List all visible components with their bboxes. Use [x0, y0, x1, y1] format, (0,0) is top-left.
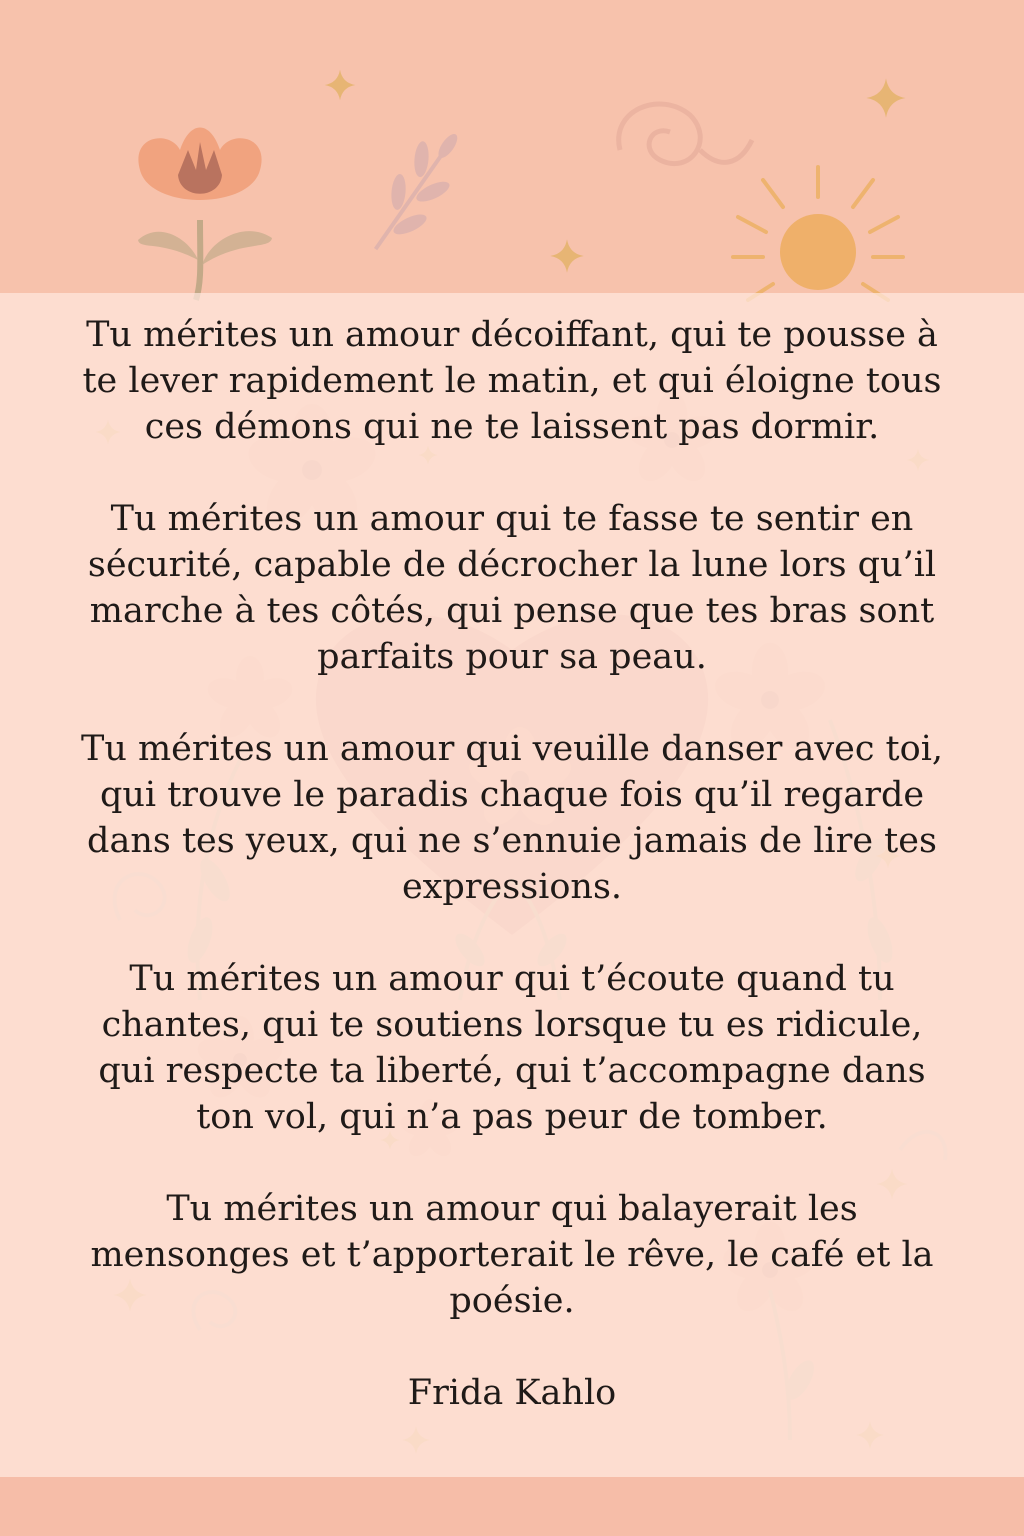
poem-line: parfaits pour sa peau.	[317, 637, 707, 677]
poem-line: qui trouve le paradis chaque fois qu’il regarde	[99, 775, 925, 815]
poem-line: mensonges et t’apporterait le rêve, le café et la	[90, 1235, 934, 1275]
flower-icon	[138, 128, 272, 301]
stanza	[40, 726, 984, 910]
poem-line: poésie.	[449, 1281, 575, 1321]
poem-line: qui respecte ta liberté, qui t’accompagne dans	[98, 1051, 926, 1091]
stanza	[40, 496, 984, 680]
poem-line: Tu mérites un amour qui veuille danser avec toi,	[80, 729, 944, 769]
poem-line: Tu mérites un amour qui t’écoute quand tu	[129, 959, 895, 999]
stanza	[40, 312, 984, 450]
poem-line: sécurité, capable de décrocher la lune lors qu’il	[87, 545, 937, 585]
poem-line: Tu mérites un amour qui te fasse te sentir en	[110, 499, 914, 539]
poem-line: te lever rapidement le matin, et qui éloigne tous	[82, 361, 942, 401]
poem-line: chantes, qui te soutiens lorsque tu es ridicule,	[101, 1005, 923, 1045]
poem-line: expressions.	[401, 867, 623, 907]
poem-author: Frida Kahlo	[407, 1373, 617, 1413]
poem-line: ton vol, qui n’a pas peur de tomber.	[196, 1097, 828, 1137]
leaf-sprig-icon	[352, 118, 480, 266]
stanza	[40, 956, 984, 1140]
stanza	[40, 1186, 984, 1324]
poem-line: ces démons qui ne te laissent pas dormir.	[144, 407, 880, 447]
poem	[40, 312, 984, 1416]
poem-line: Tu mérites un amour décoiffant, qui te pousse à	[86, 315, 938, 355]
poem-line: marche à tes côtés, qui pense que tes bras sont	[89, 591, 935, 631]
sun-icon	[733, 167, 903, 300]
bottom-band	[0, 1477, 1024, 1536]
poem-line: Tu mérites un amour qui balayerait les	[166, 1189, 858, 1229]
poem-line: dans tes yeux, qui ne s’ennuie jamais de lire tes	[87, 821, 937, 861]
swirl-icon	[619, 104, 752, 164]
